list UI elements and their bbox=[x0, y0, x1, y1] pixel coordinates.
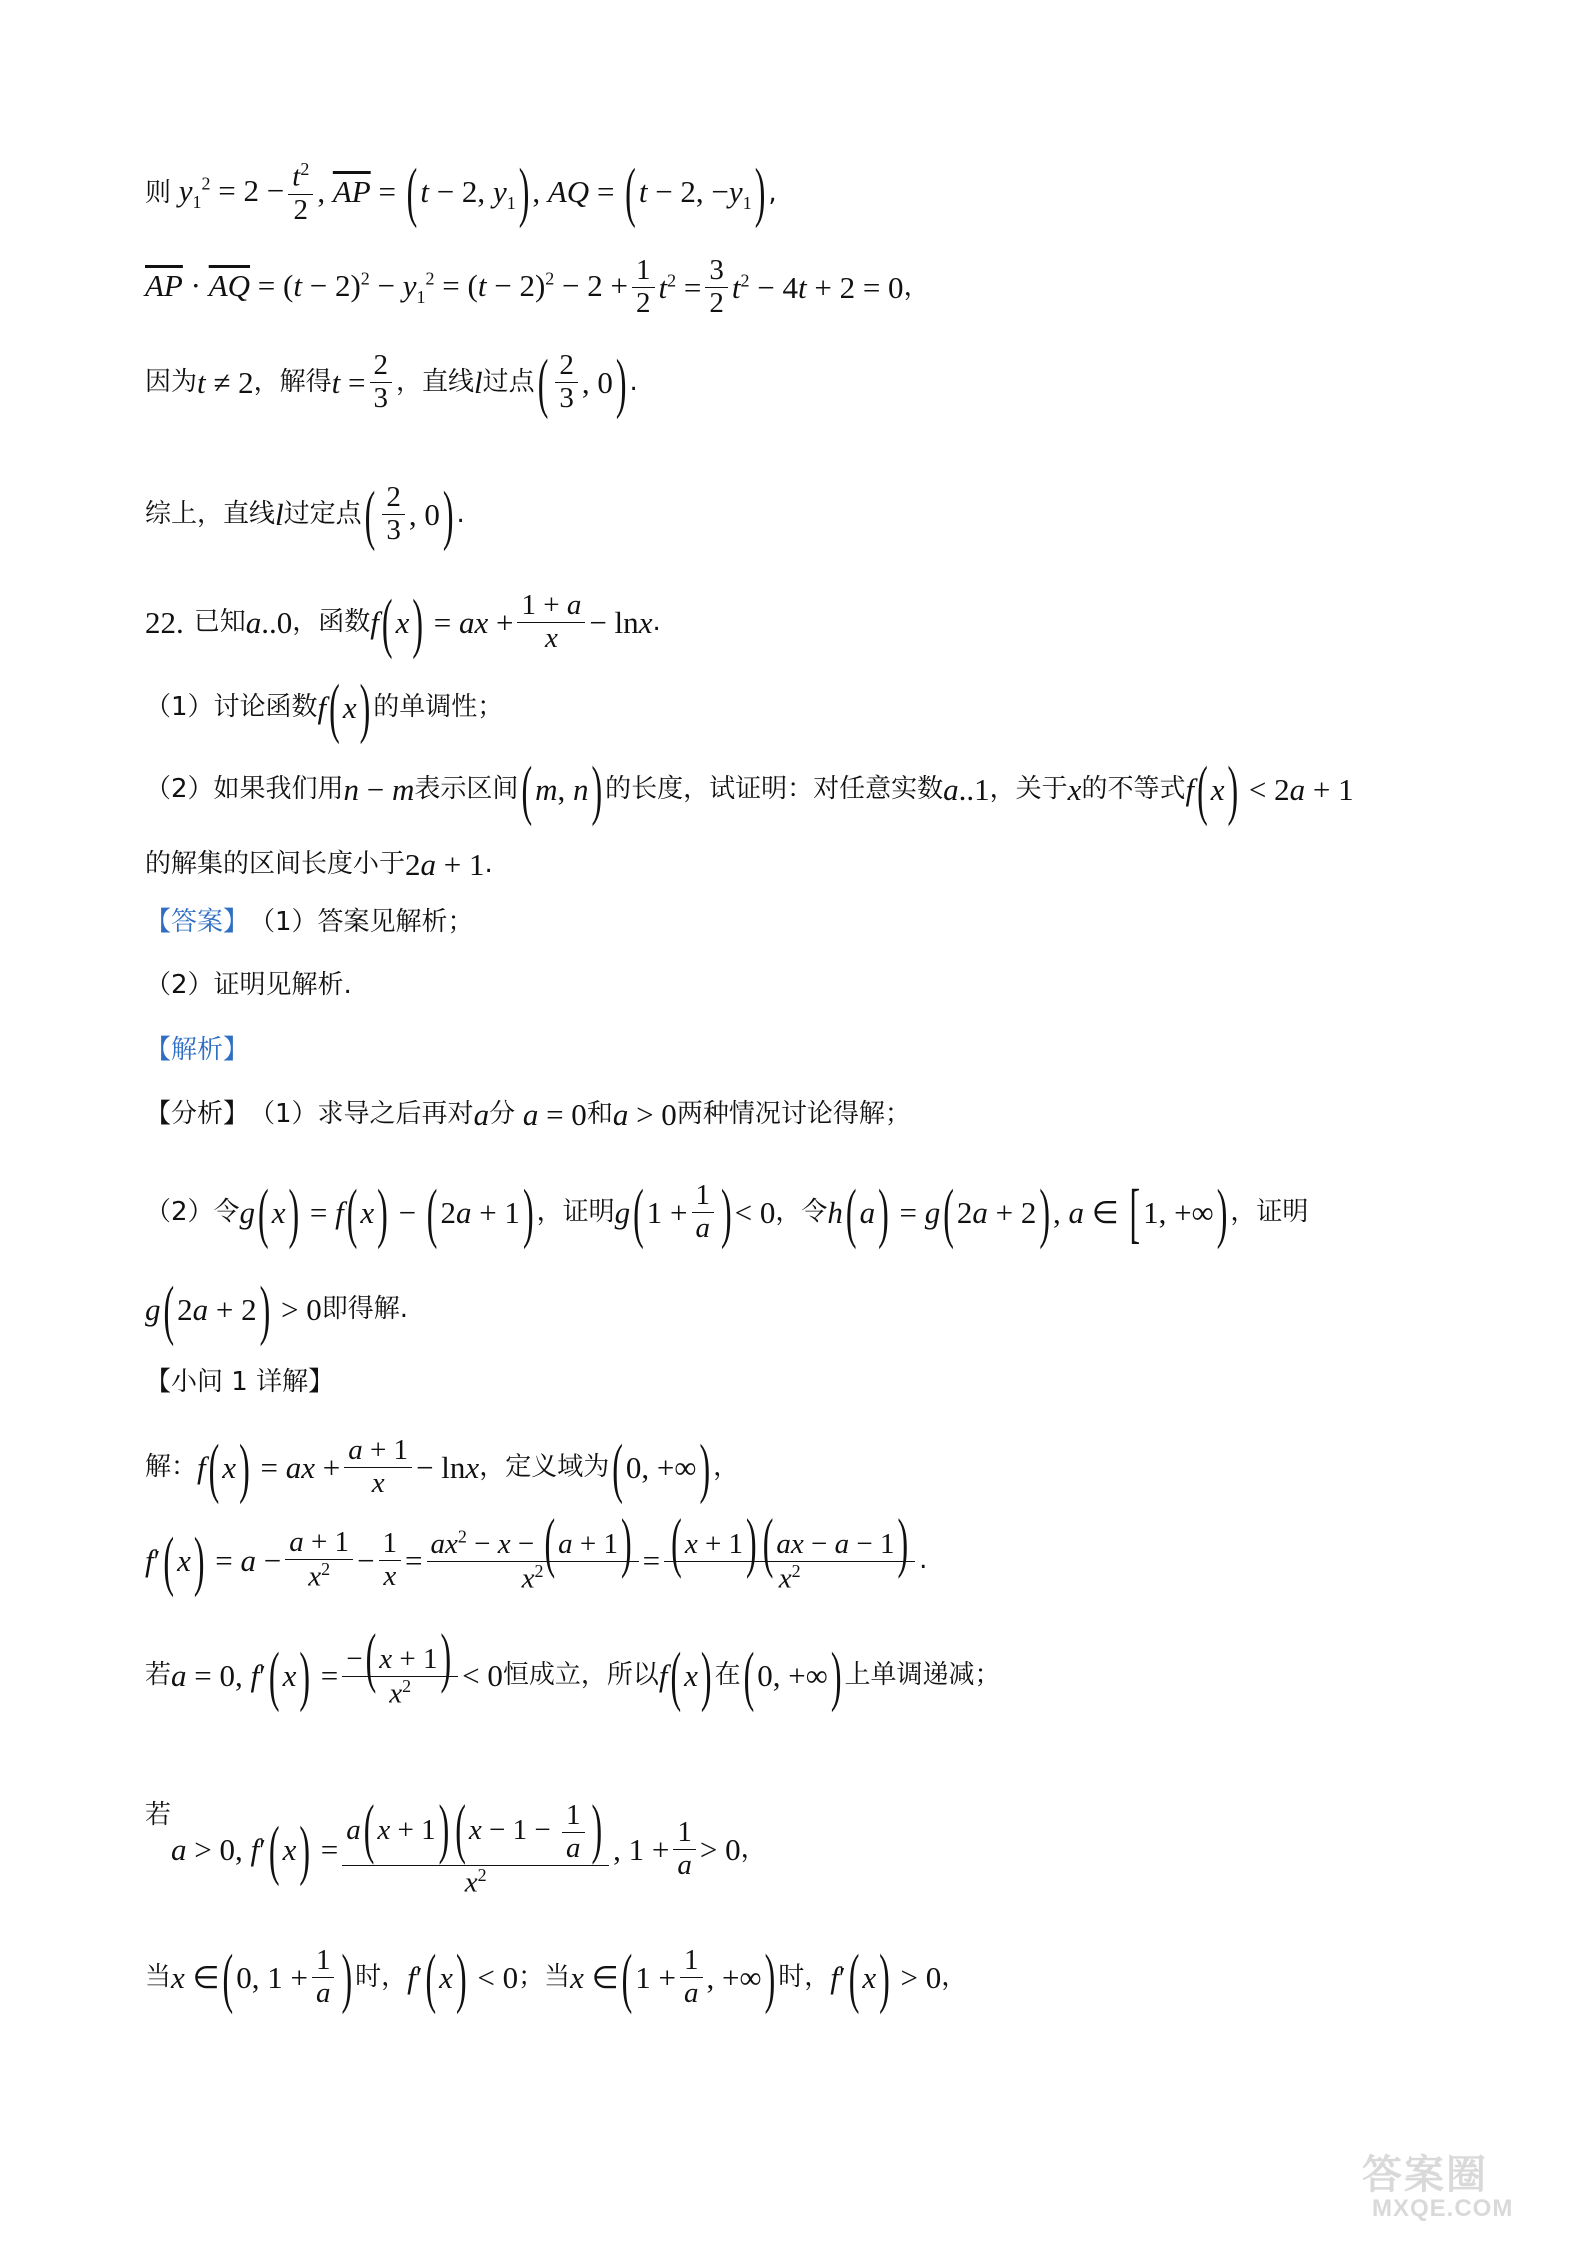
formula: x ∈ bbox=[570, 1959, 619, 1995]
analysis-heading-line bbox=[145, 1035, 249, 1066]
text: 综上，直线 bbox=[145, 498, 276, 529]
formula: x bbox=[1067, 771, 1082, 807]
text: 当 bbox=[145, 1961, 172, 1992]
answer-heading: 【答案】 bbox=[145, 907, 250, 937]
text: （2）令 bbox=[145, 1196, 240, 1227]
formula: l bbox=[474, 364, 483, 400]
formula: f(x) bbox=[658, 1637, 712, 1713]
text: . bbox=[919, 1544, 928, 1575]
fraction: $\frac{( x + 1) ( ax - a - 1)}{x^2}$ bbox=[664, 1525, 915, 1595]
text: 在 bbox=[714, 1659, 741, 1690]
formula: a = 0, f′(x) = bbox=[171, 1637, 339, 1713]
text: 的单调性； bbox=[373, 691, 504, 722]
text: 过定点 bbox=[283, 498, 362, 529]
problem-22-statement bbox=[145, 584, 661, 660]
answer-line bbox=[145, 907, 474, 938]
analysis-heading: 【解析】 bbox=[145, 1035, 250, 1065]
fraction: $\frac{2}{3}$ bbox=[370, 350, 393, 415]
analysis-line-1 bbox=[145, 1096, 911, 1133]
analysis-line-2: （2）令 g(x) = f(x) − (2a + 1) ，证明 g ( 1 + $\frac{1}{a}$ ) < 0 ，令 h(a) = g(2a + 2), a ∈ [1, +∞) ，证明 bbox=[145, 1174, 1309, 1250]
text: 的长度，试证明：对任意实数 bbox=[605, 773, 944, 804]
text: ，解得 bbox=[253, 366, 332, 397]
formula: a = 0 bbox=[522, 1097, 587, 1132]
problem-number: 22. bbox=[145, 604, 184, 640]
text: ，定义域为 bbox=[479, 1451, 610, 1482]
solution-line-3: 若 a = 0, f′(x) = $\frac{-( x + 1)}{x^2}$ < 0 恒成立，所以 f(x) 在 (0, +∞) 上单调递减； bbox=[145, 1618, 1001, 1713]
text: . bbox=[484, 849, 493, 879]
text: . bbox=[652, 606, 661, 637]
formula: $\overline{AP} \cdot \overline{AQ} = (t - 2)^2 - y_1^2 = (t - 2)^2 - 2$ + bbox=[145, 267, 628, 307]
text: 过点 bbox=[482, 366, 535, 397]
watermark-url: MXQE.COM bbox=[1372, 2195, 1514, 2222]
fraction: $\frac{ax^2 - x - ( a + 1)}{x^2}$ bbox=[427, 1525, 639, 1595]
formula: (0, +∞) bbox=[743, 1637, 842, 1713]
fraction: $\frac{a + 1}{x^2}$ bbox=[285, 1527, 353, 1593]
formula: f′(x) < 0 bbox=[407, 1939, 519, 2015]
fraction: $\frac{a + 1}{x}$ bbox=[344, 1435, 412, 1500]
formula: (0, +∞) bbox=[612, 1429, 711, 1505]
text: 和 bbox=[586, 1099, 613, 1129]
formula: t ≠ 2 bbox=[197, 364, 254, 400]
fraction: $\frac{1}{a}$ bbox=[673, 1817, 696, 1882]
formula: f′(x) = a − bbox=[145, 1522, 282, 1598]
formula: − lnx bbox=[416, 1449, 480, 1485]
formula: f(x) bbox=[317, 668, 371, 745]
fraction: $\frac{1}{x}$ bbox=[379, 1528, 402, 1593]
text: . bbox=[629, 366, 638, 397]
text: （2）证明见解析. bbox=[145, 970, 352, 1000]
text: 表示区间 bbox=[414, 773, 519, 804]
formula: n − m bbox=[343, 771, 415, 807]
fraction: $\frac{3}{2}$ bbox=[705, 255, 728, 320]
text: ，函数 bbox=[292, 606, 371, 637]
text: ，关于 bbox=[989, 773, 1068, 804]
text: （1）答案见解析； bbox=[249, 907, 474, 937]
formula: a..1 bbox=[943, 771, 990, 807]
part-1-heading bbox=[145, 1367, 334, 1398]
fraction: $\frac{-( x + 1)}{x^2}$ bbox=[342, 1640, 458, 1710]
formula: 2a + 1 bbox=[405, 847, 485, 882]
text: 已知 bbox=[193, 606, 246, 637]
solution-line-1 bbox=[145, 1429, 740, 1505]
line-1 bbox=[145, 152, 777, 229]
text: 【小问 1 详解】 bbox=[145, 1367, 335, 1397]
answer-line-2 bbox=[145, 970, 352, 1001]
text: 分 bbox=[489, 1099, 516, 1129]
text: ，证明 bbox=[536, 1196, 615, 1227]
formula: $t^2$ = bbox=[658, 269, 702, 305]
text: （1）讨论函数 bbox=[145, 691, 318, 722]
formula: f(x) = ax + bbox=[370, 584, 514, 660]
fraction: $\frac{1}{2}$ bbox=[632, 255, 655, 320]
formula: $y_1^2 = 2$ − bbox=[178, 173, 285, 213]
text: 恒成立，所以 bbox=[502, 1659, 659, 1690]
text: 两种情况讨论得解； bbox=[676, 1099, 911, 1129]
text: ，令 bbox=[775, 1196, 828, 1227]
text: ， bbox=[941, 1961, 968, 1992]
text: ， bbox=[903, 271, 930, 302]
text: 上单调递减； bbox=[844, 1659, 1001, 1690]
formula: f′(x) > 0 bbox=[830, 1939, 942, 2015]
formula: f(x) < 2a + 1 bbox=[1185, 750, 1354, 827]
text: 解： bbox=[145, 1451, 198, 1482]
text: 时， bbox=[355, 1961, 408, 1992]
text: 因为 bbox=[145, 366, 198, 397]
formula: t = bbox=[331, 364, 366, 400]
text: ， bbox=[740, 1834, 767, 1865]
formula: f(x) = ax + bbox=[197, 1429, 341, 1505]
text: 若 bbox=[145, 1659, 172, 1690]
formula: $t^2 - 4t + 2 = 0$ bbox=[731, 269, 904, 305]
text: 的解集的区间长度小于 bbox=[145, 849, 406, 879]
text: 若 bbox=[145, 1800, 172, 1830]
formula: g(x) = f(x) − (2a + 1) bbox=[239, 1174, 534, 1250]
fraction: $\frac{1}{a}$ bbox=[692, 1180, 715, 1245]
formula: l bbox=[275, 496, 284, 532]
fraction: $\frac{2}{3}$ bbox=[555, 350, 578, 415]
formula: (m, n) bbox=[521, 750, 603, 827]
question-1 bbox=[145, 668, 504, 745]
watermark-logo bbox=[1362, 2143, 1562, 2225]
text: ， bbox=[713, 1451, 740, 1482]
fraction: $\frac{1}{a}$ bbox=[680, 1945, 703, 2010]
solution-line-2: f′(x) = a − $\frac{a + 1}{x^2}$ − $\frac{1}{x}$ = $\frac{ax^2 - x - ( a + 1)}{x^2}$ = $\frac{( x + 1) ( ax - a - 1)}{x^2}$ . bbox=[145, 1503, 928, 1598]
fraction: $\frac{t^2}{2}$ bbox=[288, 160, 313, 226]
solution-line-5: 当 x ∈ ( 0, 1 + $\frac{1}{a}$ ) 时， f′(x) < 0 ；当 x ∈ ( 1 + $\frac{1}{a}$ , +∞ ) 时， f′(x) > 0 ， bbox=[145, 1939, 968, 2015]
text: . bbox=[456, 498, 465, 529]
formula: g bbox=[614, 1194, 631, 1230]
formula: h(a) = g(2a + 2), a ∈ [1, +∞) bbox=[827, 1174, 1228, 1250]
text: 即得解. bbox=[321, 1293, 409, 1324]
analysis-label: 【分析】 bbox=[145, 1099, 250, 1129]
text: 时， bbox=[778, 1961, 831, 1992]
formula: a > 0 bbox=[612, 1097, 677, 1132]
watermark-text: 答案圈 bbox=[1362, 2152, 1488, 2198]
fraction: $\frac{1}{a}$ bbox=[312, 1945, 335, 2010]
question-2 bbox=[145, 750, 1354, 827]
question-2-cont bbox=[145, 846, 493, 883]
text: , bbox=[768, 177, 777, 208]
fraction: a( x + 1) ( x − 1 − $\frac{1}{a}$ ) $x^2$ bbox=[342, 1800, 609, 1899]
text: ；当 bbox=[518, 1961, 571, 1992]
fraction: $\frac{1 + a}{x}$ bbox=[517, 590, 585, 655]
text: ，直线 bbox=[396, 366, 475, 397]
text: （2）如果我们用 bbox=[145, 773, 344, 804]
formula: g(2a + 2) > 0 bbox=[145, 1270, 322, 1347]
formula: a..0 bbox=[245, 604, 293, 640]
line-4: 综上，直线 l 过定点 ( $\frac{2}{3}$ , 0 ) . bbox=[145, 476, 465, 552]
formula: , $\overline{AP} = (t - 2$, $y_1$), AQ = (t − 2, $-y_1$) bbox=[317, 152, 766, 229]
formula: a > 0, f′(x) = bbox=[171, 1811, 339, 1888]
text: 则 bbox=[145, 177, 172, 208]
analysis-line-3 bbox=[145, 1270, 409, 1347]
fraction: $\frac{2}{3}$ bbox=[382, 482, 405, 547]
formula: a bbox=[473, 1097, 490, 1132]
text: （1）求导之后再对 bbox=[249, 1099, 474, 1129]
solution-line-4: 若 a > 0, f′(x) = a( x + 1) ( x − 1 − $\frac{1}{a}$ ) $x^2$ , 1 + $\frac{1}{a}$ > 0 ， bbox=[145, 1789, 767, 1899]
line-2 bbox=[145, 255, 930, 320]
formula: − lnx bbox=[589, 604, 653, 640]
formula: x ∈ bbox=[171, 1959, 220, 1995]
text: ，证明 bbox=[1230, 1196, 1309, 1227]
line-3: 因为 t ≠ 2 ，解得 t = $\frac{2}{3}$ ，直线 l 过点 ( $\frac{2}{3}$ , 0 ) . bbox=[145, 344, 638, 420]
text: 的不等式 bbox=[1081, 773, 1186, 804]
